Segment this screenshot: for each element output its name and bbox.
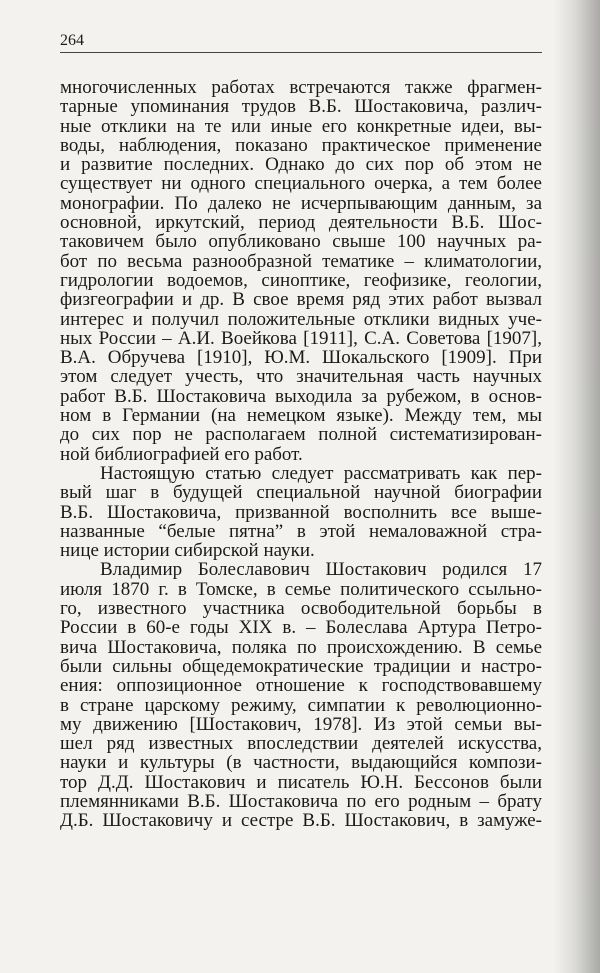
- text-line: многочисленных работах встречаются также фрагмен-: [60, 78, 542, 98]
- text-line: В.Б. Шостаковича, призванной восполнить все выше-: [60, 502, 542, 522]
- text-line: России в 60-е годы XIX в. – Болеслава Артура Петро-: [60, 618, 542, 638]
- text-line: бот по весьма разнообразной тематике – климатологии,: [60, 251, 542, 271]
- text-line: существует ни одного специального очерка, а тем более: [60, 174, 542, 194]
- text-line: ном в Германии (на немецком языке). Между тем, мы: [60, 406, 542, 426]
- text-line: науки и культуры (в частности, выдающийся компози-: [60, 753, 542, 773]
- body-text: [60, 78, 542, 831]
- text-line: этом следует учесть, что значительная часть научных: [60, 367, 542, 387]
- text-line: му движению [Шостакович, 1978]. Из этой семьи вы-: [60, 714, 542, 735]
- text-line: Настоящую статью следует рассматривать как пер-: [100, 463, 542, 484]
- text-line: до сих пор не располагаем полной систематизирован-: [60, 425, 542, 445]
- paragraph: [60, 464, 542, 560]
- text-line: таковичем было опубликовано свыше 100 научных ра-: [60, 232, 542, 252]
- text-line: Д.Б. Шостаковичу и сестре В.Б. Шостакович, в замуже-: [60, 811, 542, 831]
- text-line: гидрологии водоемов, синоптике, геофизике, геологии,: [60, 270, 542, 291]
- text-line: монографии. По далеко не исчерпывающим данным, за: [60, 193, 542, 214]
- text-line: В.А. Обручева [1910], Ю.М. Шокальского [1909]. При: [60, 348, 542, 368]
- text-line: работ В.Б. Шостаковича выходила за рубежом, в основ-: [60, 386, 542, 407]
- text-line: ные отклики на те или иные его конкретные идеи, вы-: [60, 116, 542, 136]
- text-line: и развитие последних. Однако до сих пор об этом не: [60, 155, 542, 175]
- text-line: ных России – А.И. Воейкова [1911], С.А. Советова [1907],: [60, 328, 542, 349]
- paragraph: [60, 78, 542, 464]
- text-line: ения: оппозиционное отношение к господствовавшему: [60, 676, 542, 696]
- text-line: воды, наблюдения, показано практическое применение: [60, 135, 542, 156]
- text-line: Владимир Болеславович Шостакович родился 17: [100, 560, 542, 580]
- text-line: вый шаг в будущей специальной научной биографии: [60, 483, 542, 503]
- text-line: были сильны общедемократические традиции и настро-: [60, 656, 542, 677]
- paragraph: [60, 560, 542, 830]
- text-line: племянниками В.Б. Шостаковича по его родным – брату: [60, 791, 542, 812]
- text-line: основной, иркутский, период деятельности В.Б. Шос-: [60, 213, 542, 233]
- text-line: в стране царскому режиму, симпатии к революционно-: [60, 695, 542, 715]
- text-line: го, известного участника освободительной борьбы в: [60, 599, 542, 619]
- text-line: вича Шостаковича, поляка по происхождению. В семье: [60, 637, 542, 657]
- page-number: 264: [60, 32, 84, 49]
- text-line: интерес и получил положительные отклики видных уче-: [60, 309, 542, 329]
- page-header: [60, 32, 542, 53]
- text-line: тарные упоминания трудов В.Б. Шостаковича, различ-: [60, 97, 542, 117]
- text-line: тор Д.Д. Шостакович и писатель Ю.Н. Бессонов были: [60, 772, 542, 792]
- text-line: шел ряд известных впоследствии деятелей искусства,: [60, 734, 542, 754]
- text-line: названные “белые пятна” в этой немаловажной стра-: [60, 521, 542, 542]
- text-line: июля 1870 г. в Томске, в семье политического ссыльно-: [60, 579, 542, 600]
- text-line: ной библиографией его работ.: [60, 444, 303, 464]
- text-line: физгеографии и др. В свое время ряд этих работ вызвал: [60, 290, 542, 310]
- text-line: нице истории сибирской науки.: [60, 541, 315, 561]
- spine-shadow: [554, 0, 600, 973]
